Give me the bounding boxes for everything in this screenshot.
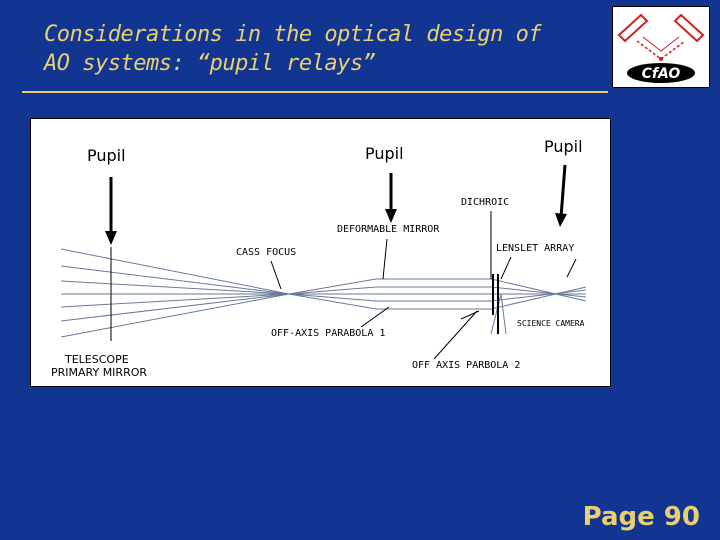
label-deformable-mirror: DEFORMABLE MIRROR: [337, 224, 440, 235]
label-off-axis-parabola-2: OFF AXIS PARBOLA 2: [412, 360, 521, 371]
title-underline: [22, 91, 608, 93]
label-dichroic: DICHROIC: [461, 197, 510, 208]
pupil-arrow-3: [561, 165, 565, 217]
pupil-arrow-head-1: [105, 231, 117, 245]
cfao-logo: [612, 6, 710, 88]
pupil-arrow-head-2: [385, 209, 397, 223]
optical-diagram: [30, 118, 611, 387]
title-line-1: Considerations in the optical design of: [44, 22, 542, 47]
title-line-2: AO systems: “pupil relays”: [44, 51, 376, 76]
pupil-arrow-head-3: [555, 213, 567, 227]
pupil-label-2: Pupil: [365, 144, 404, 163]
logo-text: CfAO: [641, 66, 681, 82]
label-lenslet-array: LENSLET ARRAY: [496, 243, 575, 254]
label-primary-mirror: PRIMARY MIRROR: [51, 366, 148, 379]
pupil-label-3: Pupil: [544, 137, 583, 156]
page-number: Page 90: [582, 502, 700, 532]
pupil-label-1: Pupil: [87, 146, 126, 165]
cfao-logo-graphic: [613, 7, 709, 87]
label-cass-focus: CASS FOCUS: [236, 247, 297, 258]
label-off-axis-parabola-1: OFF-AXIS PARABOLA 1: [271, 328, 386, 339]
optical-diagram-svg: [31, 119, 610, 386]
slide-title: [44, 20, 584, 78]
ray-bundle: [61, 249, 586, 337]
label-telescope: TELESCOPE: [65, 353, 129, 366]
label-science-camera: SCIENCE CAMERA: [517, 319, 585, 328]
